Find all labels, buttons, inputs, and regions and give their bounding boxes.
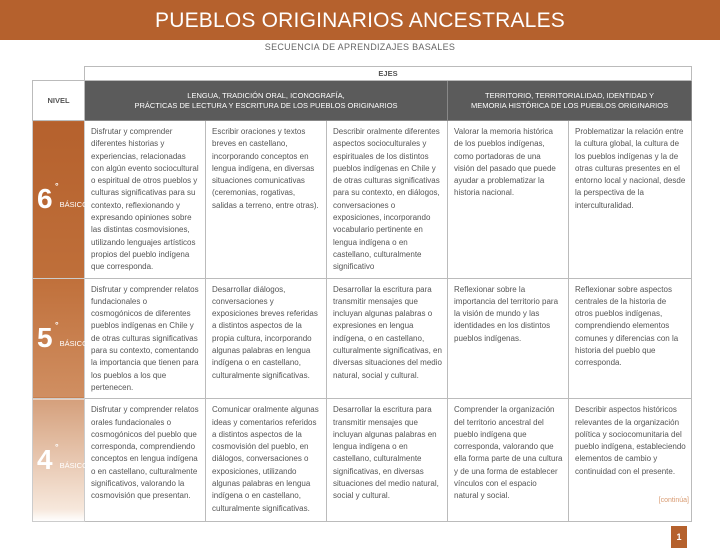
grade-number: 6 ° [37, 181, 59, 215]
table-cell: Describir oralmente diferentes aspectos socioculturales y espirituales de los distintos pueblos indígenas en Chile y de otras culturas significativas para su contexto, en diálogos, conversaciones o exposiciones, incorporando vocabulario pertinente en lengua indígena o en castellano, culturalmente significativo [327, 121, 448, 279]
table-row-6-basico [33, 121, 692, 279]
level-cell [33, 399, 88, 522]
axis-header-territorio [448, 81, 692, 121]
table-cell: Desarrollar la escritura para transmitir mensajes que incluyan algunas palabras en lengua indígena o en castellano, culturalmente significativas, en diversas situaciones del medio natural, social y cultural. [327, 399, 448, 522]
table-cell: Problematizar la relación entre la cultura global, la cultura de los pueblos indígenas y la de otras culturas presentes en el entorno local y nacional, desde la perspectiva de la interculturalidad. [569, 121, 692, 279]
level-label: BÁSICO [59, 460, 88, 470]
table-row-4-basico [33, 399, 692, 522]
ejes-header: EJES [85, 67, 692, 81]
table-cell: Disfrutar y comprender relatos fundacionales o cosmogónicos de diferentes pueblos indígenas en Chile y de otras culturas significativas para su contexto, comentando la importancia que tienen para los pueblos a los que pertenecen. [85, 278, 206, 399]
axis-line: TERRITORIO, TERRITORIALIDAD, IDENTIDAD Y [484, 90, 655, 100]
table-cell: Comprender la organización del territorio ancestral del pueblo indígena que corresponda, valorando que ella forma parte de una cultura y de una forma de establecer vínculos con el espacio natural y social. [448, 399, 569, 522]
level-cell [33, 121, 88, 279]
axis-line: LENGUA, TRADICIÓN ORAL, ICONOGRAFÍA, [187, 90, 345, 100]
continues-note: [continúa] [658, 497, 689, 504]
axis-line: PRÁCTICAS DE LECTURA Y ESCRITURA DE LOS PUEBLOS ORIGINARIOS [134, 100, 398, 110]
table-cell: Reflexionar sobre aspectos centrales de la historia de otros pueblos indígenas, comprendiendo elementos comunes y diferencias con la historia del pueblo que corresponda. [569, 278, 692, 399]
table-cell: Desarrollar la escritura para transmitir mensajes que incluyan algunas palabras o expresiones en lengua indígena, o en castellano, culturalmente significativas, en diversas situaciones del medio natural, social y cultural. [327, 278, 448, 399]
page-subtitle: SECUENCIA DE APRENDIZAJES BASALES [264, 42, 456, 52]
table-cell: Escribir oraciones y textos breves en castellano, incorporando conceptos en lengua indígena, en diversas situaciones comunicativas (ceremonias, rogativas, salidas a terreno, entre otras). [206, 121, 327, 279]
page-number: 1 [671, 526, 687, 548]
table-cell: Disfrutar y comprender relatos orales fundacionales o cosmogónicos del pueblo que corresponda, comprendiendo conceptos en lengua indígena o en castellano, culturalmente significativos, valorando la cosmovisión que presentan. [85, 399, 206, 522]
page-title: PUEBLOS ORIGINARIOS ANCESTRALES [0, 0, 720, 40]
level-label: BÁSICO [59, 338, 88, 348]
empty-corner [33, 67, 85, 81]
level-label: BÁSICO [59, 199, 88, 209]
table-cell: Disfrutar y comprender diferentes historias y experiencias, relacionadas con algún evento sociocultural o espiritual de otros pueblos y culturas significativas para su contexto, reflexionando y expresando opiniones sobre las distintas cosmovisiones, utilizando lenguajes artísticos propios del pueblo indígena que corresponda. [85, 121, 206, 279]
nivel-header: NIVEL [33, 81, 85, 121]
learning-sequence-table [32, 66, 692, 522]
axis-header-lengua [85, 81, 448, 121]
grade-number: 4 ° [37, 442, 59, 476]
axis-line: MEMORIA HISTÓRICA DE LOS PUEBLOS ORIGINARIOS [470, 100, 669, 110]
grade-number: 5 ° [37, 320, 59, 354]
table-cell: Reflexionar sobre la importancia del territorio para la visión de mundo y las identidades en los distintos pueblos indígenas. [448, 278, 569, 399]
table-cell: Comunicar oralmente algunas ideas y comentarios referidos a distintos aspectos de la cosmovisión del pueblo, en diálogos, conversaciones o exposiciones, utilizando algunas palabras en lengua indígena o en castellano, culturalmente significativas. [206, 399, 327, 522]
level-cell [33, 278, 88, 399]
table-row-5-basico [33, 278, 692, 399]
table-cell: Describir aspectos históricos relevantes de la organización política y sociocomunitaria del pueblo indígena, estableciendo elementos de cambio y continuidad con el presente. [569, 399, 692, 522]
table-cell: Valorar la memoria histórica de los pueblos indígenas, como portadoras de una visión del pasado que puede ayudar a problematizar la historia nacional. [448, 121, 569, 279]
table-cell: Desarrollar diálogos, conversaciones y exposiciones breves referidas a distintos aspectos de la propia cultura, incorporando algunas palabras en lengua indígena o en castellano, culturalmente significativas. [206, 278, 327, 399]
